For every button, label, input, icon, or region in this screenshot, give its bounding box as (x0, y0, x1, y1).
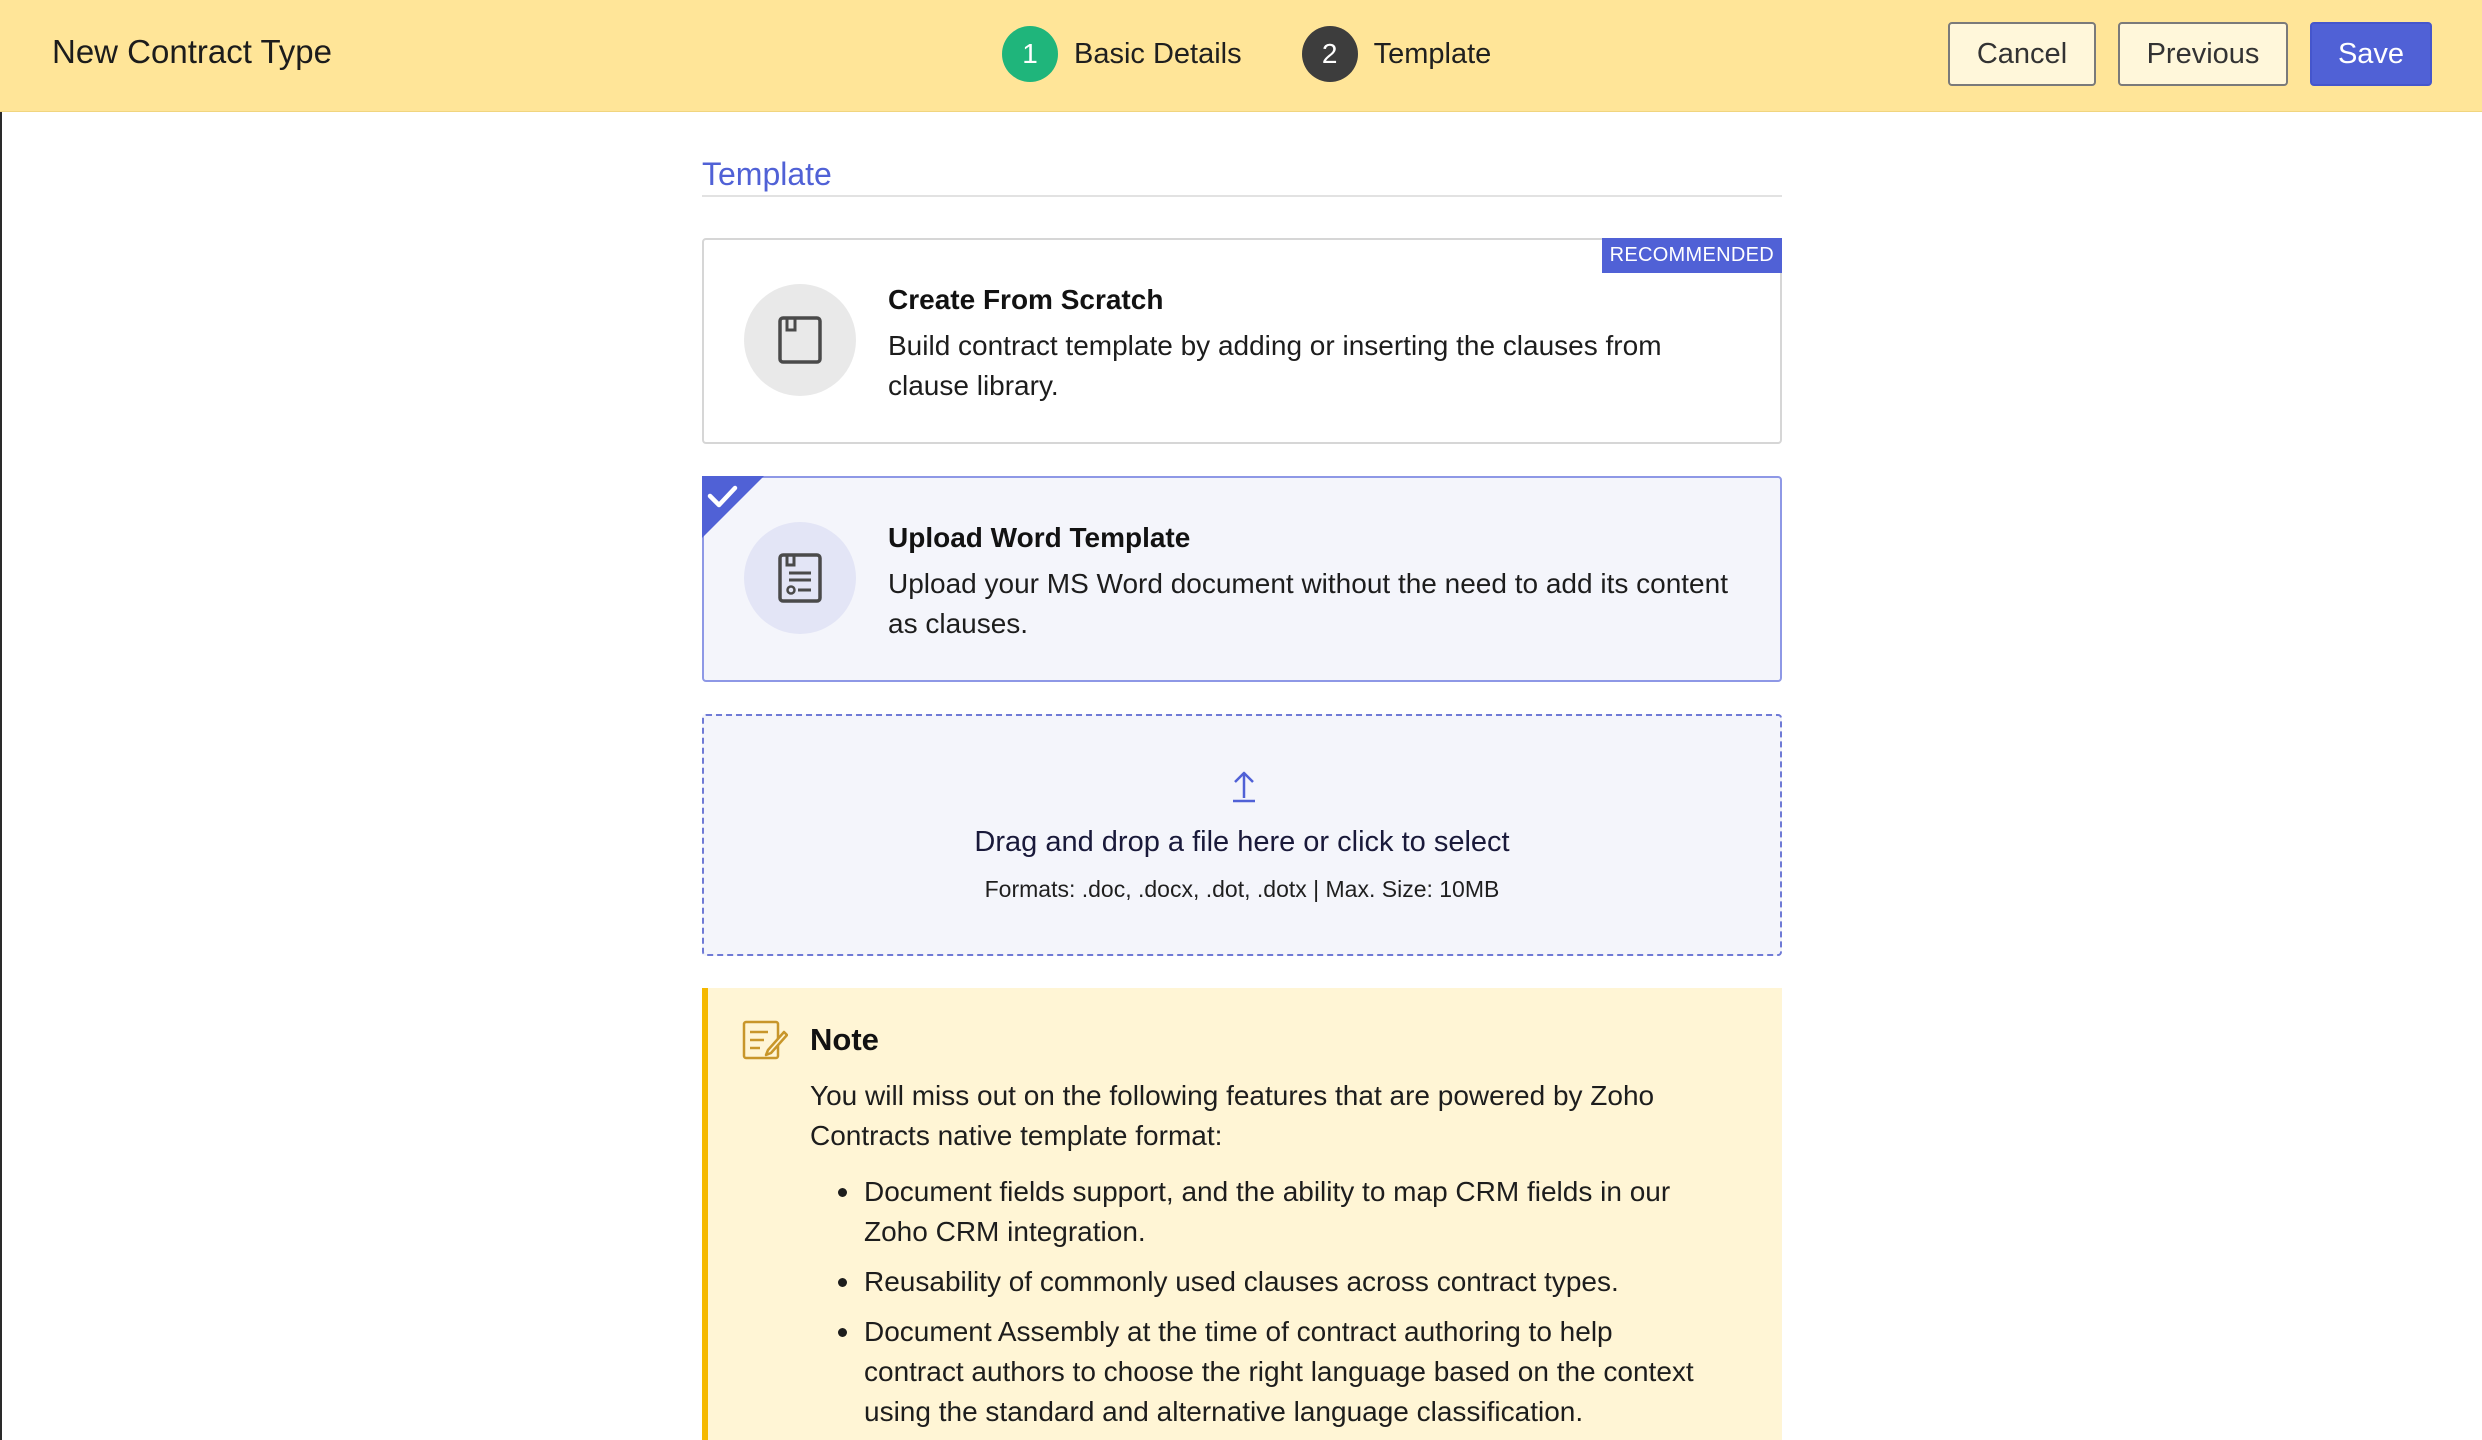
option-title: Upload Word Template (888, 522, 1191, 553)
step-number-badge: 1 (1002, 26, 1058, 82)
note-feature-list (810, 1172, 1710, 1440)
list-item-text: Document fields support, and the ability to map CRM fields in our Zoho CRM integration. (864, 1176, 1671, 1247)
option-title: Create From Scratch (888, 284, 1164, 315)
stepper (1002, 24, 1551, 84)
option-description: Upload your MS Word document without the need to add its content as clauses. (888, 568, 1728, 639)
cancel-button[interactable]: Cancel (1948, 22, 2096, 86)
upload-icon (1231, 770, 1257, 804)
step-label: Template (1373, 37, 1492, 70)
note-edit-icon (742, 1020, 788, 1062)
step-basic-details[interactable] (1002, 26, 1242, 82)
list-item (810, 1262, 1710, 1302)
page-title: New Contract Type (52, 33, 333, 70)
option-description: Build contract template by adding or inserting the clauses from clause library. (888, 330, 1662, 401)
save-button[interactable]: Save (2310, 22, 2432, 86)
step-number-badge: 2 (1302, 26, 1358, 82)
list-item (810, 1172, 1710, 1252)
header-bar (0, 0, 2482, 112)
option-upload-word-template[interactable] (702, 476, 1782, 682)
dropzone-instruction: Drag and drop a file here or click to select (974, 826, 1510, 858)
section-title: Template (702, 156, 832, 192)
file-dropzone[interactable] (702, 714, 1782, 956)
note-title: Note (810, 1022, 879, 1057)
selected-check-icon (702, 476, 764, 538)
word-document-icon (744, 522, 856, 634)
step-label: Basic Details (1074, 37, 1242, 70)
dropzone-formats: Formats: .doc, .docx, .dot, .dotx | Max. Size: 10MB (984, 876, 1500, 902)
bullet-icon (838, 1278, 847, 1287)
list-item-text: Reusability of commonly used clauses across contract types. (864, 1266, 1619, 1297)
note-text: You will miss out on the following features that are powered by Zoho Contracts native template format: (810, 1080, 1655, 1151)
window-edge (0, 0, 2, 1440)
option-create-from-scratch[interactable] (702, 238, 1782, 444)
bullet-icon (838, 1328, 847, 1337)
bullet-icon (838, 1188, 847, 1197)
previous-button[interactable]: Previous (2118, 22, 2288, 86)
list-item (810, 1312, 1710, 1432)
list-item-text: Document Assembly at the time of contract authoring to help contract authors to choose the right language based on the context using the standard and alternative language classification. (864, 1316, 1694, 1427)
step-template[interactable] (1302, 26, 1492, 82)
blank-document-icon (744, 284, 856, 396)
recommended-badge: RECOMMENDED (1602, 238, 1782, 273)
note-panel (702, 988, 1782, 1440)
section-divider (702, 195, 1782, 197)
